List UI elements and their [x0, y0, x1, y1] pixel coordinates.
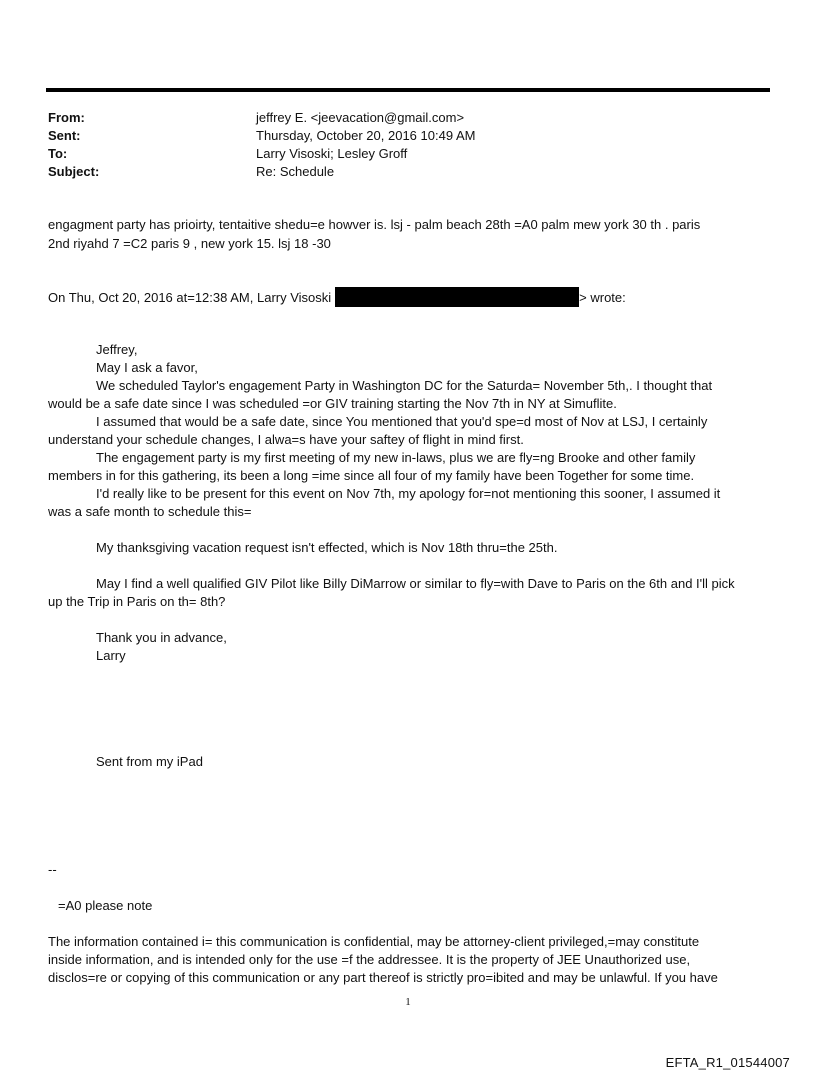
reply-line-1: engagment party has prioirty, tentaitive shedu=e howver is. lsj - palm beach 28th =A0 palm mew york 30 th . paris	[48, 217, 701, 232]
quoted-line: Larry	[96, 648, 126, 663]
quote-intro	[48, 287, 626, 308]
confidentiality-line: disclos=re or copying of this communication or any part thereof is strictly pro=ibited and may be unlawful. If you have	[48, 970, 718, 985]
from-row	[48, 109, 475, 127]
quote-intro-before: On Thu, Oct 20, 2016 at=12:38 AM, Larry Visoski	[48, 290, 332, 305]
subject-row	[48, 163, 475, 181]
quoted-line: I'd really like to be present for this event on Nov 7th, my apology for=not mentioning this sooner, I assumed it	[96, 486, 721, 501]
to-row	[48, 145, 475, 163]
quoted-line: would be a safe date since I was scheduled =or GIV training starting the Nov 7th in NY at Simuflite.	[48, 396, 617, 411]
quoted-line: My thanksgiving vacation request isn't effected, which is Nov 18th thru=the 25th.	[96, 540, 558, 555]
header-rule	[46, 88, 770, 92]
redaction-box	[335, 287, 579, 307]
sent-value: Thursday, October 20, 2016 10:49 AM	[256, 128, 476, 143]
confidentiality-line: The information contained i= this communication is confidential, may be attorney-client privileged,=may constitute	[48, 934, 700, 949]
bates-number: EFTA_R1_01544007	[665, 1055, 790, 1070]
quoted-line: Jeffrey,	[96, 342, 138, 357]
quote-intro-after: > wrote:	[579, 290, 626, 305]
sent-label: Sent:	[48, 128, 81, 143]
sent-row	[48, 127, 475, 145]
quoted-line: May I find a well qualified GIV Pilot like Billy DiMarrow or similar to fly=with Dave to Paris on the 6th and I'll pick	[96, 576, 735, 591]
quoted-line: members in for this gathering, its been a long =ime since all four of my family have been Together for some time.	[48, 468, 695, 483]
reply-line-2: 2nd riyahd 7 =C2 paris 9 , new york 15. lsj 18 -30	[48, 236, 331, 251]
quoted-line: Thank you in advance,	[96, 630, 227, 645]
please-note: =A0 please note	[58, 898, 153, 913]
quoted-line: May I ask a favor,	[96, 360, 198, 375]
from-label: From:	[48, 110, 85, 125]
to-label: To:	[48, 146, 68, 161]
quoted-line: The engagement party is my first meeting of my new in-laws, plus we are fly=ng Brooke and other family	[96, 450, 696, 465]
subject-value: Re: Schedule	[256, 164, 335, 179]
confidentiality-line: inside information, and is intended only for the use =f the addressee. It is the property of JEE Unauthorized use,	[48, 952, 691, 967]
quoted-line: We scheduled Taylor's engagement Party in Washington DC for the Saturda= November 5th,. I thought that	[96, 378, 713, 393]
to-value: Larry Visoski; Lesley Groff	[256, 146, 408, 161]
email-header	[48, 109, 475, 181]
quoted-signature: Sent from my iPad	[96, 754, 203, 769]
subject-label: Subject:	[48, 164, 100, 179]
quoted-line: was a safe month to schedule this=	[48, 504, 252, 519]
quoted-line: I assumed that would be a safe date, since You mentioned that you'd spe=d most of Nov at LSJ, I certainly	[96, 414, 708, 429]
quoted-line: understand your schedule changes, I alwa=s have your saftey of flight in mind first.	[48, 432, 524, 447]
quoted-line: up the Trip in Paris on th= 8th?	[48, 594, 226, 609]
page-number: 1	[405, 996, 411, 1008]
from-value: jeffrey E. <jeevacation@gmail.com>	[256, 110, 465, 125]
signature-dashes: --	[48, 862, 57, 877]
